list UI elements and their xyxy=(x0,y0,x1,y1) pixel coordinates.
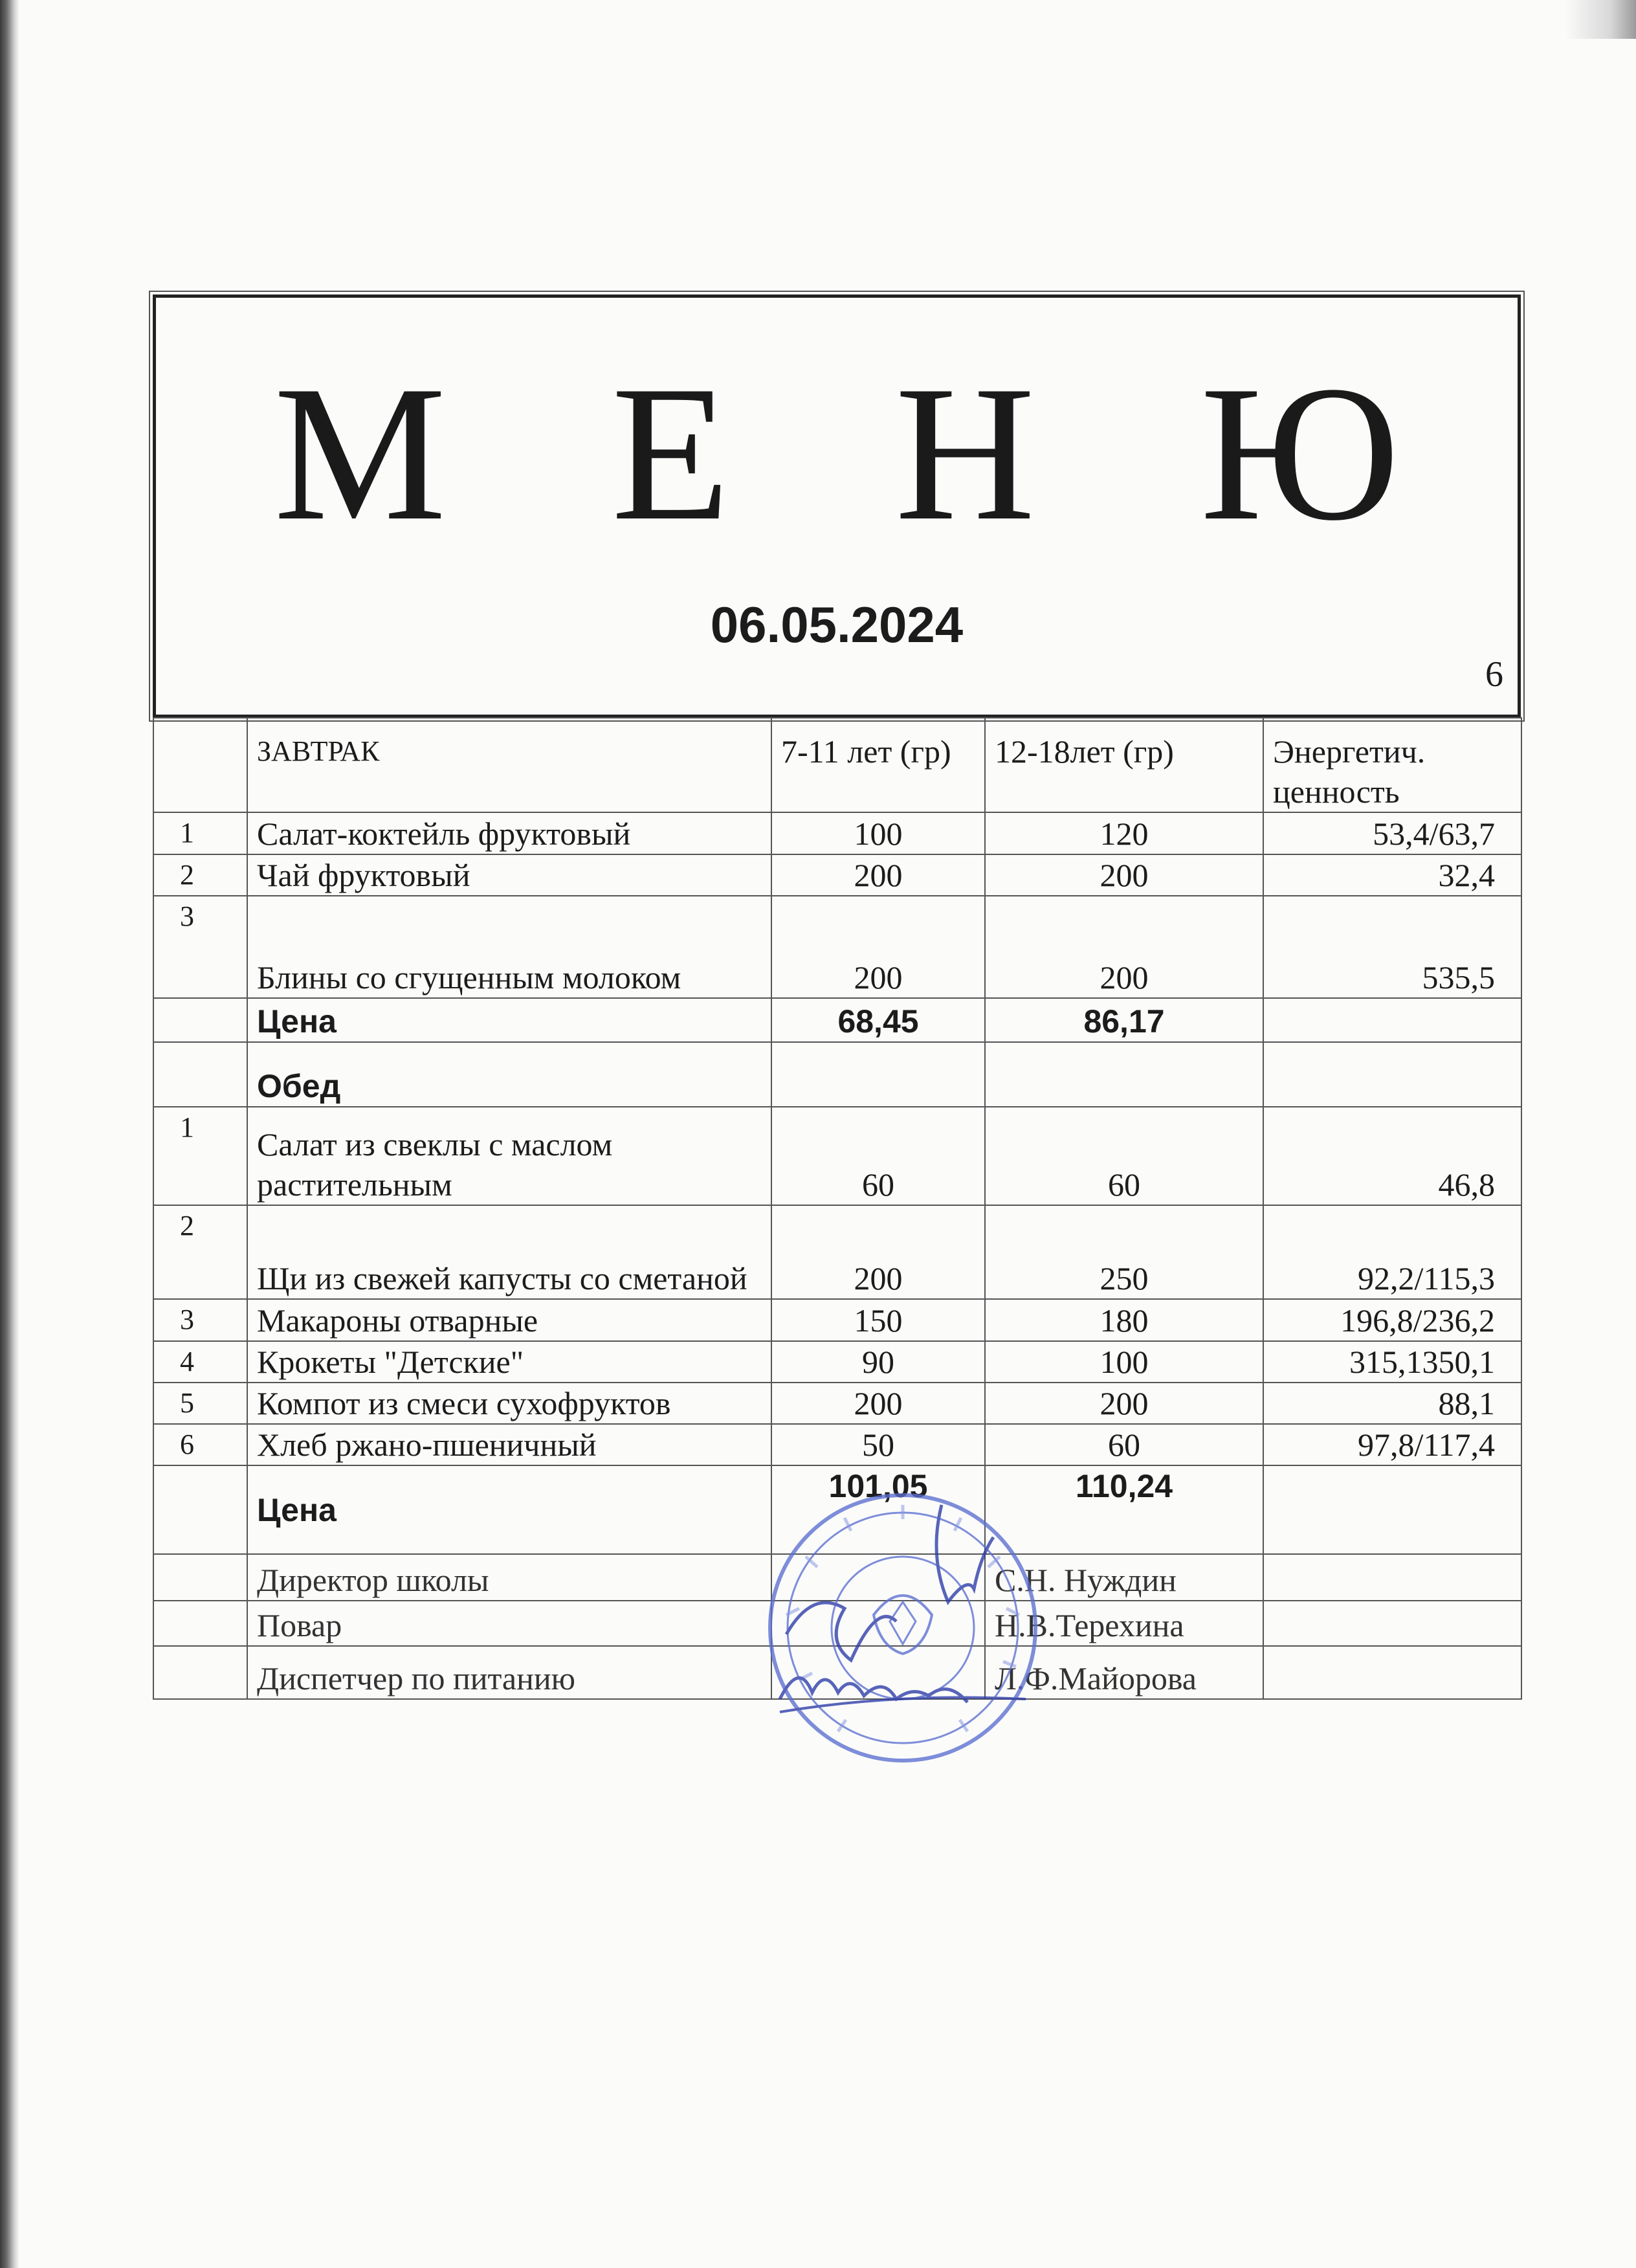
table-row xyxy=(153,1424,1521,1465)
portion-7-11: 90 xyxy=(771,1341,985,1383)
table-row xyxy=(153,812,1521,854)
empty-cell xyxy=(1263,998,1521,1042)
header-7-11: 7-11 лет (гр) xyxy=(771,718,985,812)
table-row xyxy=(153,1383,1521,1424)
price-label: Цена xyxy=(247,998,771,1042)
header-energy: Энергетич. ценность xyxy=(1263,718,1521,812)
dish-name: Блины со сгущенным молоком xyxy=(247,896,771,998)
price-label: Цена xyxy=(247,1465,771,1554)
price-12-18: 110,24 xyxy=(985,1465,1263,1554)
table-row xyxy=(153,1341,1521,1383)
title-box xyxy=(153,295,1521,718)
menu-title: М Е Н Ю xyxy=(274,346,1458,561)
energy-value: 92,2/115,3 xyxy=(1263,1205,1521,1299)
page-number: 6 xyxy=(1485,654,1503,695)
price-12-18: 86,17 xyxy=(985,998,1263,1042)
energy-value: 315,1350,1 xyxy=(1263,1341,1521,1383)
energy-value: 53,4/63,7 xyxy=(1263,812,1521,854)
portion-12-18: 120 xyxy=(985,812,1263,854)
portion-7-11: 60 xyxy=(771,1107,985,1205)
empty-cell xyxy=(771,1042,985,1107)
header-meal: ЗАВТРАК xyxy=(247,718,771,812)
table-row xyxy=(153,1299,1521,1341)
lunch-header-row xyxy=(153,1042,1521,1107)
empty-cell xyxy=(153,1601,247,1646)
dish-name: Компот из смеси сухофруктов xyxy=(247,1383,771,1424)
portion-7-11: 200 xyxy=(771,1383,985,1424)
portion-7-11: 150 xyxy=(771,1299,985,1341)
energy-value: 196,8/236,2 xyxy=(1263,1299,1521,1341)
portion-12-18: 60 xyxy=(985,1107,1263,1205)
empty-cell xyxy=(1263,1042,1521,1107)
portion-12-18: 200 xyxy=(985,896,1263,998)
row-num: 2 xyxy=(153,854,247,896)
signature-role: Директор школы xyxy=(247,1554,771,1601)
table-row xyxy=(153,1205,1521,1299)
portion-7-11: 200 xyxy=(771,854,985,896)
energy-value: 88,1 xyxy=(1263,1383,1521,1424)
empty-cell xyxy=(153,1465,247,1554)
empty-cell xyxy=(1263,1601,1521,1646)
signature-role: Повар xyxy=(247,1601,771,1646)
table-row xyxy=(153,1107,1521,1205)
price-7-11: 101,05 xyxy=(771,1465,985,1554)
portion-12-18: 250 xyxy=(985,1205,1263,1299)
dish-name: Салат-коктейль фруктовый xyxy=(247,812,771,854)
row-num: 4 xyxy=(153,1341,247,1383)
energy-value: 32,4 xyxy=(1263,854,1521,896)
empty-cell xyxy=(1263,1646,1521,1699)
row-num: 1 xyxy=(153,812,247,854)
empty-cell xyxy=(153,1646,247,1699)
portion-7-11: 200 xyxy=(771,1205,985,1299)
price-7-11: 68,45 xyxy=(771,998,985,1042)
portion-12-18: 100 xyxy=(985,1341,1263,1383)
dish-name: Салат из свеклы с маслом растительным xyxy=(247,1107,771,1205)
dish-name: Крокеты "Детские" xyxy=(247,1341,771,1383)
signature-role: Диспетчер по питанию xyxy=(247,1646,771,1699)
breakfast-price-row xyxy=(153,998,1521,1042)
table-row xyxy=(153,854,1521,896)
portion-12-18: 180 xyxy=(985,1299,1263,1341)
dish-name: Чай фруктовый xyxy=(247,854,771,896)
portion-12-18: 200 xyxy=(985,854,1263,896)
dish-name: Щи из свежей капусты со сметаной xyxy=(247,1205,771,1299)
header-num-cell xyxy=(153,718,247,812)
lunch-label: Обед xyxy=(247,1042,771,1107)
energy-value: 46,8 xyxy=(1263,1107,1521,1205)
portion-7-11: 50 xyxy=(771,1424,985,1465)
empty-cell xyxy=(985,1042,1263,1107)
signature-name: С.Н. Нуждин xyxy=(985,1554,1263,1601)
signature-name: Л.Ф.Майорова xyxy=(985,1646,1263,1699)
portion-7-11: 200 xyxy=(771,896,985,998)
empty-cell xyxy=(153,998,247,1042)
portion-7-11: 100 xyxy=(771,812,985,854)
scan-edge-right xyxy=(1565,0,1636,39)
row-num: 6 xyxy=(153,1424,247,1465)
row-num: 1 xyxy=(153,1107,247,1205)
official-stamp-icon xyxy=(760,1485,1045,1770)
header-row xyxy=(153,718,1521,812)
table-row xyxy=(153,896,1521,998)
header-12-18: 12-18лет (гр) xyxy=(985,718,1263,812)
energy-value: 535,5 xyxy=(1263,896,1521,998)
scan-edge-left xyxy=(0,0,19,2268)
empty-cell xyxy=(153,1042,247,1107)
row-num: 2 xyxy=(153,1205,247,1299)
dish-name: Хлеб ржано-пшеничный xyxy=(247,1424,771,1465)
portion-12-18: 200 xyxy=(985,1383,1263,1424)
signature-name: Н.В.Терехина xyxy=(985,1601,1263,1646)
empty-cell xyxy=(1263,1554,1521,1601)
energy-value: 97,8/117,4 xyxy=(1263,1424,1521,1465)
empty-cell xyxy=(153,1554,247,1601)
menu-date: 06.05.2024 xyxy=(710,596,964,653)
portion-12-18: 60 xyxy=(985,1424,1263,1465)
empty-cell xyxy=(1263,1465,1521,1554)
row-num: 3 xyxy=(153,1299,247,1341)
dish-name: Макароны отварные xyxy=(247,1299,771,1341)
row-num: 3 xyxy=(153,896,247,998)
row-num: 5 xyxy=(153,1383,247,1424)
